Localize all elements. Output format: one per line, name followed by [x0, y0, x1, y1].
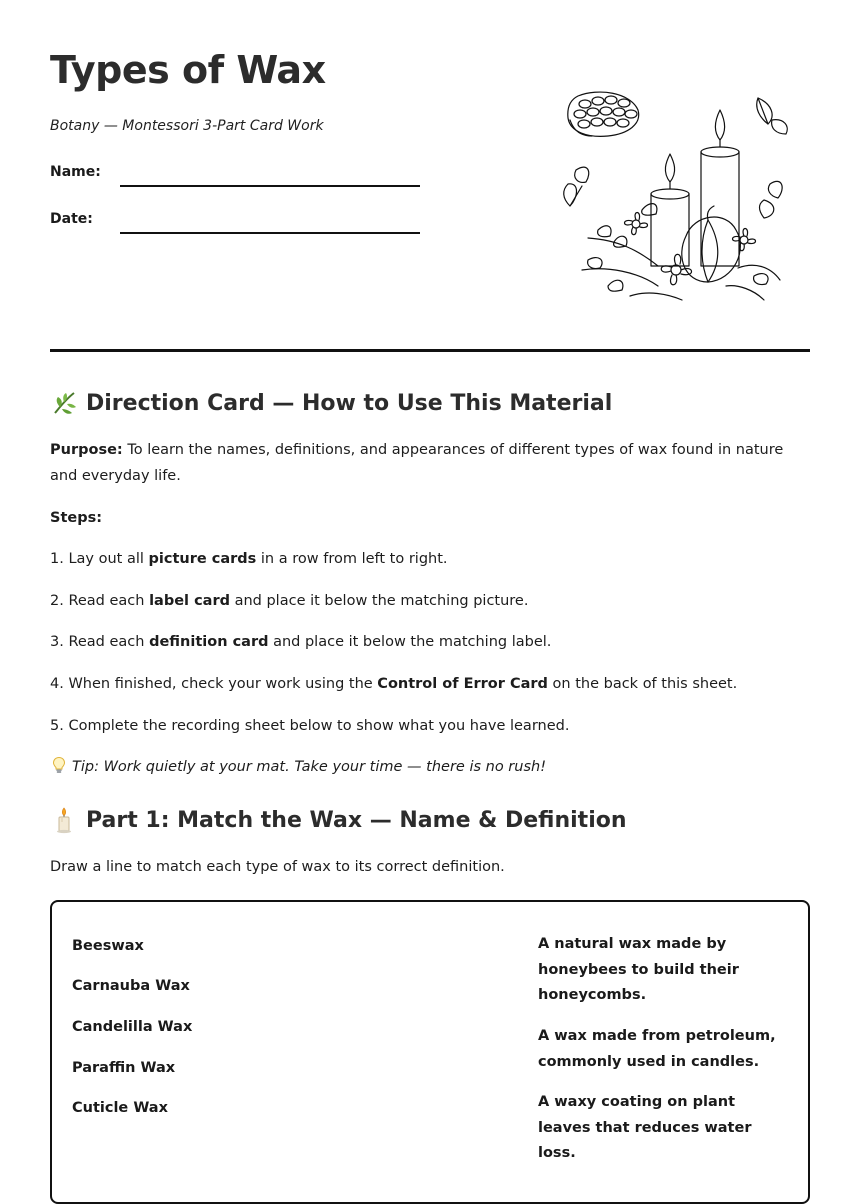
- step-text: in a row from left to right.: [256, 551, 448, 567]
- step-item: [50, 588, 810, 614]
- step-text: 5. Complete the recording sheet below to show what you have learned.: [50, 718, 570, 734]
- name-line[interactable]: [120, 185, 420, 187]
- purpose-label: Purpose:: [50, 442, 123, 458]
- purpose-text: To learn the names, definitions, and appearances of different types of wax found in nature and everyday life.: [50, 442, 784, 484]
- direction-card-title: Direction Card — How to Use This Material: [86, 390, 613, 416]
- greenery-icon: [582, 204, 780, 300]
- leaf-icon: [564, 98, 788, 218]
- step-item: [50, 713, 810, 739]
- candles-illustration: [558, 90, 788, 312]
- honeycomb-icon: [568, 92, 639, 136]
- date-line[interactable]: [120, 232, 420, 234]
- step-bold: picture cards: [148, 551, 257, 567]
- step-text: 2. Read each: [50, 593, 150, 609]
- definition-3[interactable]: A waxy coating on plant leaves that reduces water loss.: [538, 1094, 752, 1161]
- name-field[interactable]: [50, 163, 430, 187]
- step-text: and place it below the matching label.: [268, 634, 552, 650]
- step-bold: label card: [149, 593, 230, 609]
- part1-title: Part 1: Match the Wax — Name & Definition: [86, 807, 627, 833]
- steps-label: Steps:: [50, 510, 103, 526]
- term-cuticle[interactable]: Cuticle Wax: [72, 1100, 168, 1116]
- tip-label: Tip: Work quietly at your mat. Take your time — there is no rush!: [72, 759, 547, 775]
- definition-2[interactable]: A wax made from petroleum, commonly used in candles.: [538, 1028, 776, 1070]
- term-paraffin[interactable]: Paraffin Wax: [72, 1060, 176, 1076]
- herb-icon: [50, 389, 78, 417]
- term-carnauba[interactable]: Carnauba Wax: [72, 978, 190, 994]
- term-candelilla[interactable]: Candelilla Wax: [72, 1019, 193, 1035]
- part1-instruction: Draw a line to match each type of wax to its correct definition.: [50, 859, 505, 875]
- step-text: 1. Lay out all: [50, 551, 149, 567]
- step-bold: Control of Error Card: [377, 676, 548, 692]
- pumpkin-icon: [682, 206, 741, 282]
- flower-icon: [625, 213, 756, 285]
- name-label: Name:: [50, 164, 101, 180]
- direction-card-heading: [50, 389, 612, 417]
- step-text: and place it below the matching picture.: [229, 593, 529, 609]
- step-item: [50, 671, 810, 697]
- tip-text: [50, 754, 810, 780]
- step-item: [50, 629, 810, 655]
- step-text: on the back of this sheet.: [547, 676, 738, 692]
- lightbulb-icon: [50, 756, 68, 774]
- date-field[interactable]: [50, 210, 430, 234]
- step-item: [50, 546, 810, 572]
- page-subtitle: Botany — Montessori 3-Part Card Work: [50, 118, 324, 134]
- matching-box: [50, 900, 810, 1204]
- section-divider: [50, 349, 810, 352]
- candle-icon: [651, 110, 739, 266]
- date-label: Date:: [50, 211, 93, 227]
- candle-icon: [50, 806, 78, 834]
- part1-heading: [50, 806, 627, 834]
- step-bold: definition card: [149, 634, 269, 650]
- definition-1[interactable]: A natural wax made by honeybees to build their honeycombs.: [538, 936, 739, 1003]
- step-text: 4. When finished, check your work using the: [50, 676, 378, 692]
- term-beeswax[interactable]: Beeswax: [72, 938, 144, 954]
- step-text: 3. Read each: [50, 634, 150, 650]
- page-title: Types of Wax: [50, 48, 326, 92]
- purpose-paragraph: [50, 437, 810, 489]
